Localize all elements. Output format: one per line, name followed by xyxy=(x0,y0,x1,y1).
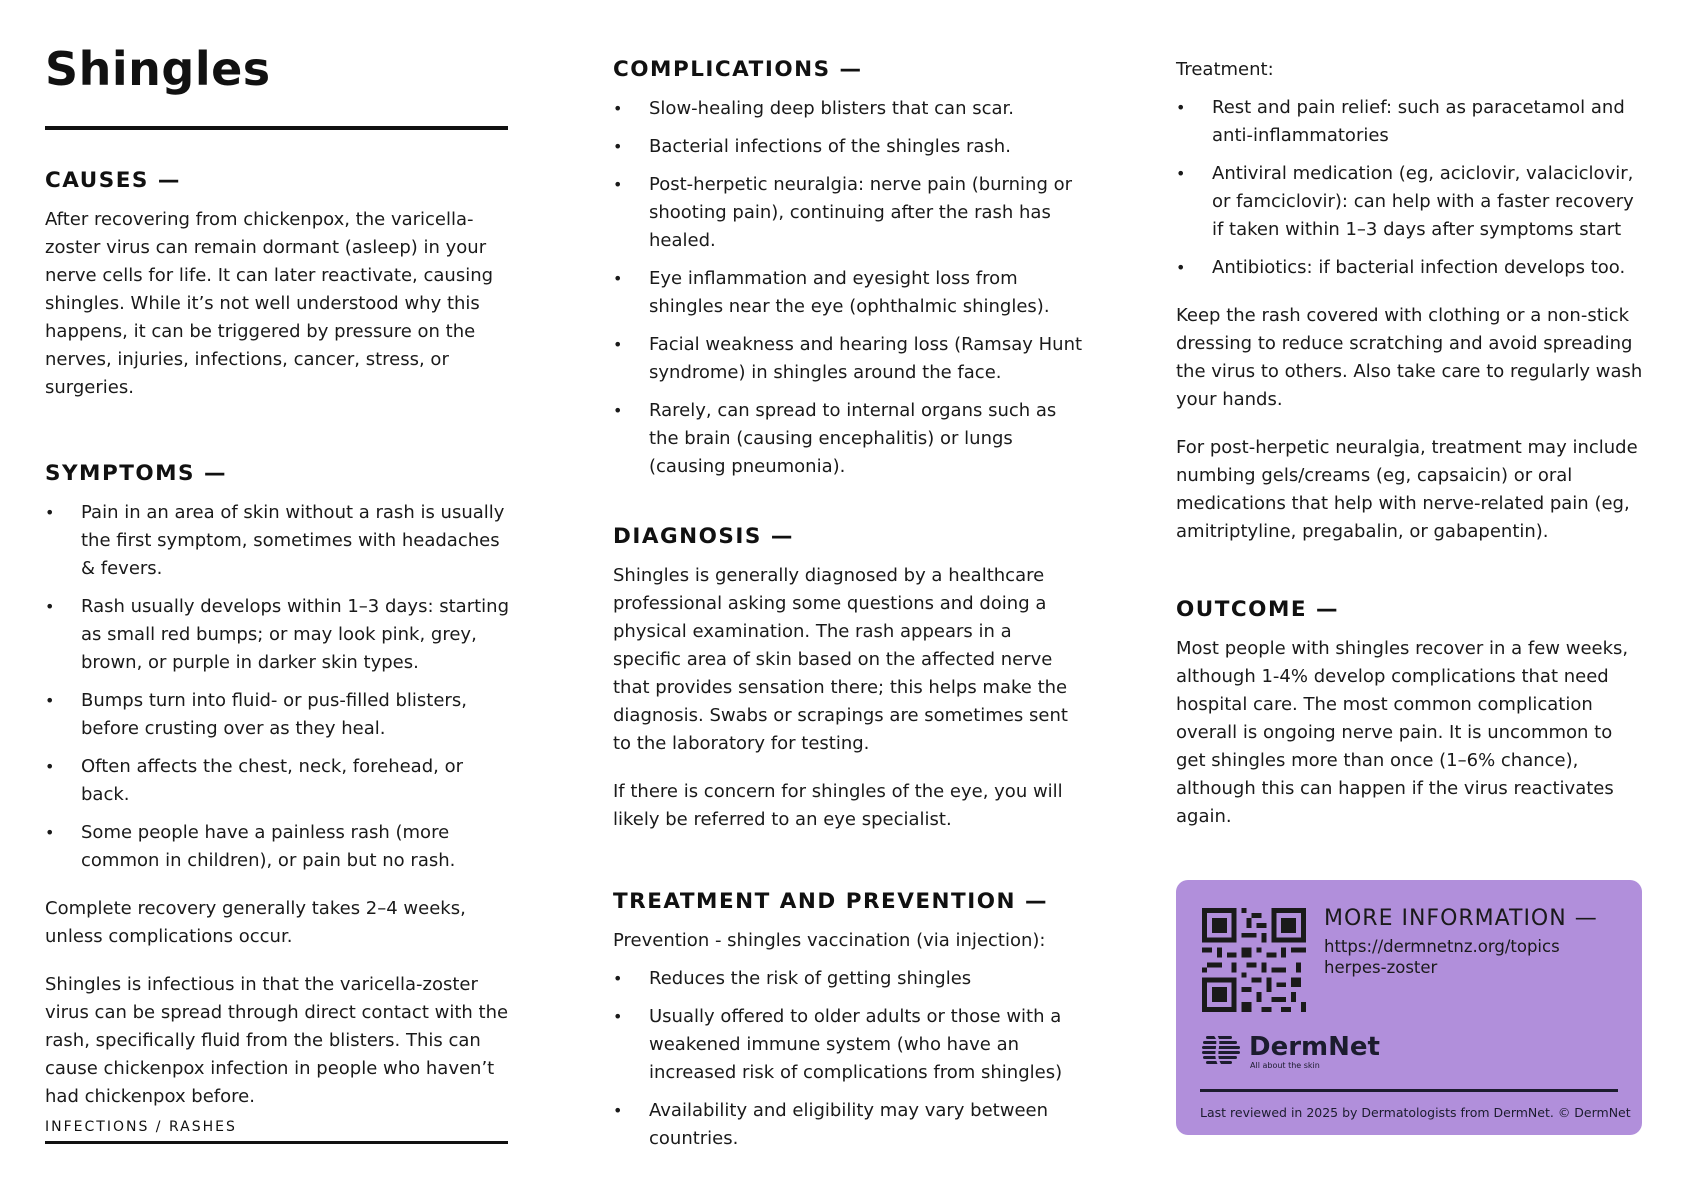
outcome-section xyxy=(1176,597,1646,831)
diagnosis-heading: DIAGNOSIS — xyxy=(613,524,794,549)
rash-care-paragraph: Keep the rash covered with clothing or a non-stick dressing to reduce scratching and avoid spreading the virus to others. Also take care to regularly wash your hands. xyxy=(1176,305,1643,410)
treatment-list xyxy=(1176,94,1646,282)
outcome-heading: OUTCOME — xyxy=(1176,597,1340,622)
complications-section xyxy=(613,57,1083,491)
list-item: • Bacterial infections of the shingles rash. xyxy=(613,133,1083,161)
list-item: • Facial weakness and hearing loss (Ramsay Hunt syndrome) in shingles around the face. xyxy=(613,331,1083,387)
footer-divider xyxy=(45,1141,508,1144)
more-info-box xyxy=(1176,880,1642,1135)
treatment-prevention-section xyxy=(613,889,1083,1163)
box-divider xyxy=(1200,1089,1618,1092)
more-info-link[interactable] xyxy=(1324,936,1624,978)
causes-body: After recovering from chickenpox, the varicella-zoster virus can remain dormant (asleep) in your nerve cells for life. It can later reactivate, causing shingles. While it’s not well understood why this happens, it can be triggered by pressure on the nerves, injuries, infections, cancer, stress, or surgeries. xyxy=(45,209,494,398)
list-item: • Some people have a painless rash (more common in children), or pain but no rash. xyxy=(45,819,515,875)
recovery-paragraph: Complete recovery generally takes 2–4 weeks, unless complications occur. xyxy=(45,898,466,947)
list-item: • Slow-healing deep blisters that can scar. xyxy=(613,95,1083,123)
list-item: • Rarely, can spread to internal organs such as the brain (causing encephalitis) or lungs (causing pneumonia). xyxy=(613,397,1083,481)
causes-heading: CAUSES — xyxy=(45,168,181,193)
title-divider xyxy=(45,126,508,130)
list-item: • Rash usually develops within 1–3 days: starting as small red bumps; or may look pink, grey, brown, or purple in darker skin types. xyxy=(45,593,515,677)
dermnet-logo-icon xyxy=(1200,1030,1244,1070)
complications-list xyxy=(613,95,1083,481)
treatment-prevention-heading: TREATMENT AND PREVENTION — xyxy=(613,889,1048,914)
list-item: • Reduces the risk of getting shingles xyxy=(613,965,1083,993)
list-item: • Post-herpetic neuralgia: nerve pain (burning or shooting pain), continuing after the rash has healed. xyxy=(613,171,1083,255)
eye-referral-paragraph: If there is concern for shingles of the eye, you will likely be referred to an eye specialist. xyxy=(613,781,1063,830)
neuralgia-paragraph: For post-herpetic neuralgia, treatment may include numbing gels/creams (eg, capsaicin) or oral medications that help with nerve-related pain (eg, amitriptyline, pregabalin, or gabapentin). xyxy=(1176,437,1638,542)
list-item: • Rest and pain relief: such as paracetamol and anti-inflammatories xyxy=(1176,94,1646,150)
more-info-heading: MORE INFORMATION — xyxy=(1324,906,1598,931)
outcome-body: Most people with shingles recover in a few weeks, although 1-4% develop complications that need hospital care. The most common complication overall is ongoing nerve pain. It is uncommon to get shingles more than once (1–6% chance), although this can happen if the virus reactivates again. xyxy=(1176,638,1629,827)
symptoms-list xyxy=(45,499,515,875)
symptoms-heading: SYMPTOMS — xyxy=(45,461,228,486)
list-item: • Antibiotics: if bacterial infection develops too. xyxy=(1176,254,1646,282)
list-item: • Antiviral medication (eg, aciclovir, valaciclovir, or famciclovir): can help with a faster recovery if taken within 1–3 days after symptoms start xyxy=(1176,160,1646,244)
treatment-section xyxy=(1176,56,1646,546)
diagnosis-body: Shingles is generally diagnosed by a healthcare professional asking some questions and doing a physical examination. The rash appears in a specific area of skin based on the affected nerve that provides sensation there; this helps make the diagnosis. Swabs or scrapings are sometimes sent to the laboratory for testing. xyxy=(613,565,1068,754)
causes-section xyxy=(45,168,513,402)
category-tag: INFECTIONS / RASHES xyxy=(45,1119,237,1135)
symptoms-section xyxy=(45,461,515,1111)
list-item: • Bumps turn into fluid- or pus-filled blisters, before crusting over as they heal. xyxy=(45,687,515,743)
qr-code-icon[interactable] xyxy=(1202,908,1306,1012)
infectious-paragraph: Shingles is infectious in that the varicella-zoster virus can be spread through direct contact with the rash, specifically fluid from the blisters. This can cause chickenpox infection in people who haven’t had chickenpox before. xyxy=(45,974,509,1107)
list-item: • Usually offered to older adults or those with a weakened immune system (who have an increased risk of complications from shingles) xyxy=(613,1003,1083,1087)
page-title: Shingles xyxy=(45,42,271,96)
list-item: • Often affects the chest, neck, forehead, or back. xyxy=(45,753,515,809)
treatment-label: Treatment: xyxy=(1176,59,1274,80)
last-reviewed-note: Last reviewed in 2025 by Dermatologists from DermNet. © DermNet xyxy=(1200,1105,1631,1120)
more-info-url-line1[interactable]: https://dermnetnz.org/topics xyxy=(1324,937,1560,956)
complications-heading: COMPLICATIONS — xyxy=(613,57,863,82)
list-item: • Eye inflammation and eyesight loss from shingles near the eye (ophthalmic shingles). xyxy=(613,265,1083,321)
list-item: • Availability and eligibility may vary between countries. xyxy=(613,1097,1083,1153)
dermnet-tagline: All about the skin xyxy=(1250,1061,1320,1070)
more-info-url-line2[interactable]: herpes-zoster xyxy=(1324,958,1438,977)
list-item: • Pain in an area of skin without a rash is usually the first symptom, sometimes with headaches & fevers. xyxy=(45,499,515,583)
diagnosis-section xyxy=(613,524,1083,834)
dermnet-brand: DermNet xyxy=(1249,1032,1380,1062)
prevention-intro: Prevention - shingles vaccination (via injection): xyxy=(613,930,1046,951)
prevention-list xyxy=(613,965,1083,1153)
